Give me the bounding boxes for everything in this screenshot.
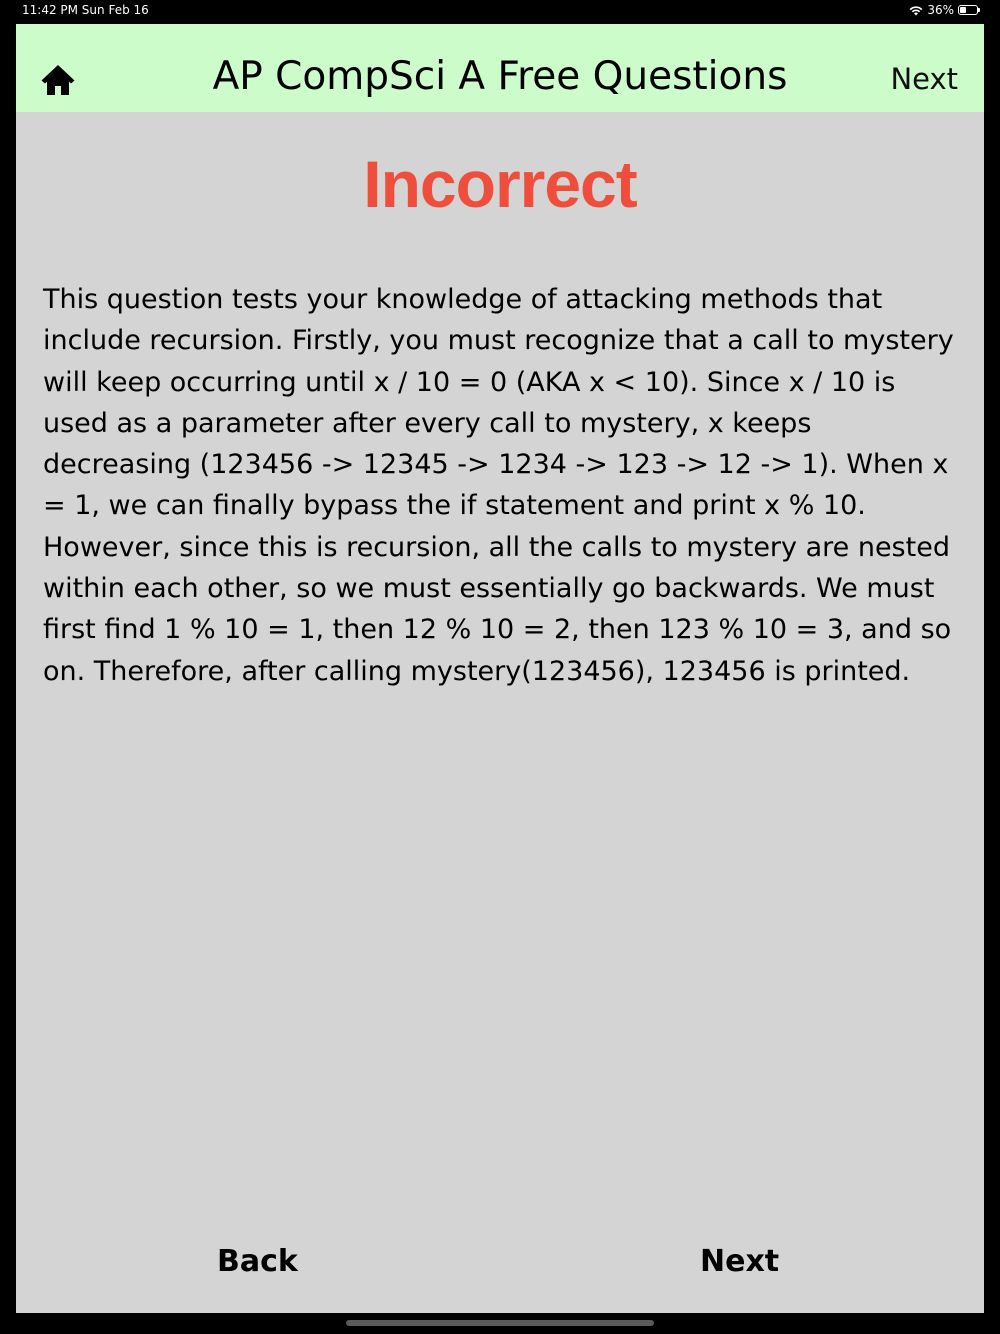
battery-percent: 36% xyxy=(927,3,954,17)
battery-fill xyxy=(960,7,966,13)
nav-next-button[interactable]: Next xyxy=(890,62,958,96)
wifi-icon xyxy=(909,5,923,16)
status-bar xyxy=(0,0,1000,22)
next-button[interactable]: Next xyxy=(700,1244,780,1279)
back-button[interactable]: Back xyxy=(217,1244,298,1279)
app-screen xyxy=(16,24,984,1313)
battery-icon xyxy=(958,5,978,15)
status-right xyxy=(909,3,978,17)
result-label: Incorrect xyxy=(363,147,637,221)
page-title: AP CompSci A Free Questions xyxy=(212,54,788,99)
explanation-text: This question tests your knowledge of attacking methods that include recursion. Firstly, you must recognize that a call to mystery will keep occurring until x / 10 = 0 (AKA x < 10). Since x / 10 is used as a parameter after every call to mystery, x keeps decreasing (123456 -> 12345 -> 1234 -> 123 -> 12 -> 1). When x = 1, we can finally bypass the if statement and print x % 10. However, since this is recursion, all the calls to mystery are nested within each other, so we must essentially go backwards. We must first find 1 % 10 = 1, then 12 % 10 = 2, then 123 % 10 = 3, and so on. Therefore, after calling mystery(123456), 123456 is printed. xyxy=(43,284,954,687)
home-indicator[interactable] xyxy=(346,1320,654,1326)
navigation-bar xyxy=(16,24,984,112)
status-time: 11:42 PM Sun Feb 16 xyxy=(22,3,149,17)
